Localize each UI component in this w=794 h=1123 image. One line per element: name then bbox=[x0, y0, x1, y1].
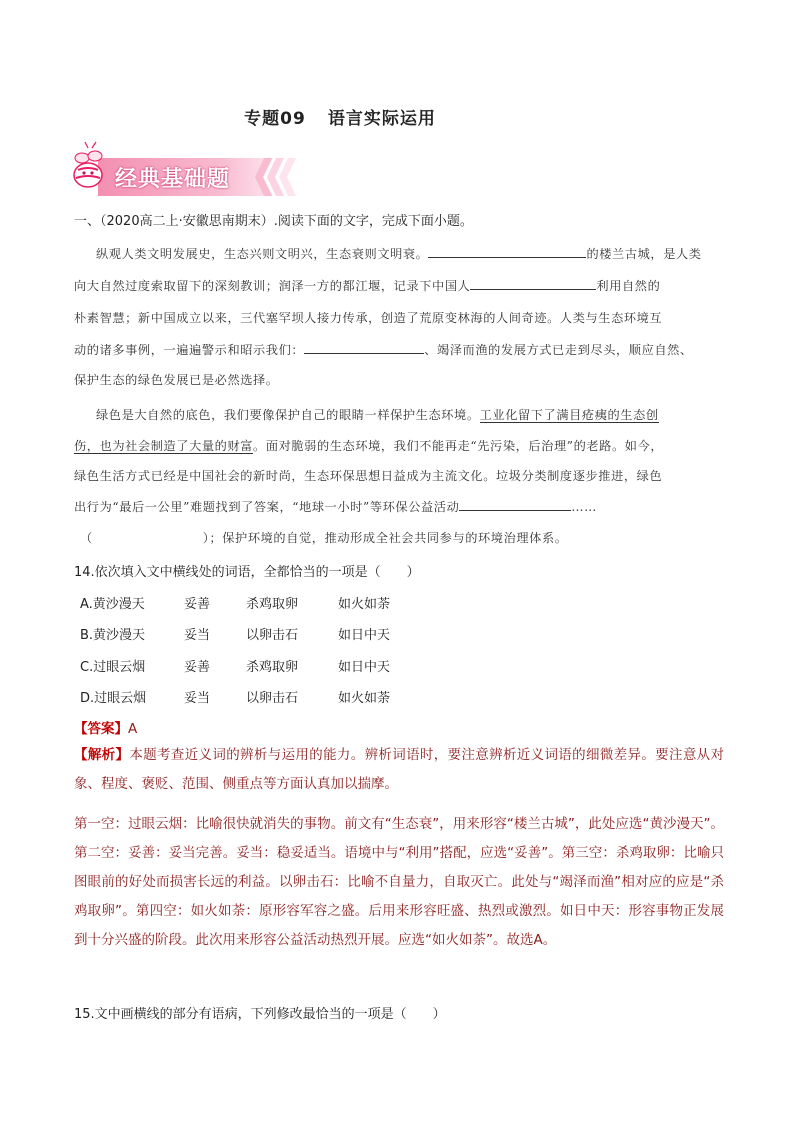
passage-text: …… bbox=[571, 500, 597, 514]
answer-value: A bbox=[128, 721, 138, 737]
topic-name: 语言实际运用 bbox=[327, 109, 436, 129]
passage-line bbox=[74, 498, 724, 515]
analysis-paragraph-1 bbox=[74, 741, 724, 799]
option-word: 以卵击石 bbox=[246, 628, 299, 643]
option-c bbox=[80, 656, 390, 675]
passage-text: 、竭泽而渔的发展方式已走到尽头，顺应自然、 bbox=[424, 343, 693, 357]
option-word: 如日中天 bbox=[338, 628, 391, 643]
analysis-text: 本题考查近义词的辨析与运用的能力。辨析词语时，要注意辨析近义词语的细微差异。要注意从对象、程度、褒贬、范围、侧重点等方面认真加以揣摩。 bbox=[74, 747, 725, 792]
option-word: 以卵击石 bbox=[246, 691, 299, 706]
passage-line: 绿色生活方式已经是中国社会的新时尚，生态环保思想日益成为主流文化。垃圾分类制度逐步推进，绿色 bbox=[74, 469, 663, 483]
option-word: 如火如荼 bbox=[338, 597, 391, 612]
passage-line bbox=[96, 406, 746, 423]
option-word: 杀鸡取卵 bbox=[246, 660, 299, 675]
passage-line bbox=[74, 341, 724, 358]
question-header: 一、（2020高二上·安徽思南期末）.阅读下面的文字，完成下面小题。 bbox=[74, 214, 473, 229]
passage-text: 。面对脆弱的生态环境，我们不能再走“先污染，后治理”的老路。如今， bbox=[253, 439, 664, 453]
passage-line: 朴素智慧；新中国成立以来，三代塞罕坝人接力传承，创造了荒原变林海的人间奇迹。人类与生态环境互 bbox=[74, 311, 663, 325]
option-d bbox=[80, 687, 390, 706]
passage-text: 出行为“最后一公里”难题找到了答案，“地球一小时”等环保公益活动 bbox=[74, 500, 460, 514]
page-title bbox=[0, 104, 680, 129]
passage-text: 利用自然的 bbox=[596, 279, 661, 293]
fill-blank-3 bbox=[304, 341, 424, 354]
passage-text: 纵观人类文明发展史，生态兴则文明兴，生态衰则文明衰。 bbox=[96, 247, 429, 261]
passage-line bbox=[74, 437, 724, 454]
option-word: C.过眼云烟 bbox=[80, 660, 146, 675]
fill-blank-4 bbox=[459, 498, 571, 511]
analysis-label: 【解析】 bbox=[74, 747, 130, 763]
option-word: A.黄沙漫天 bbox=[80, 597, 145, 612]
underlined-sentence: 伤，也为社会制造了大量的财富 bbox=[74, 439, 254, 453]
topic-number: 专题09 bbox=[244, 109, 306, 129]
passage-text: 动的诸多事例，一遍遍警示和昭示我们： bbox=[74, 343, 305, 357]
question-14-stem: 14.依次填入文中横线处的词语，全都恰当的一项是（ ） bbox=[74, 565, 420, 580]
passage-text: 绿色是大自然的底色，我们要像保护自己的眼睛一样保护生态环境。 bbox=[96, 408, 480, 422]
option-a bbox=[80, 593, 390, 612]
fill-blank-1 bbox=[428, 245, 586, 258]
passage-line bbox=[74, 277, 724, 294]
option-word: 妥当 bbox=[184, 628, 211, 643]
passage-line bbox=[80, 529, 730, 546]
option-word: 妥当 bbox=[184, 691, 211, 706]
option-word: 妥善 bbox=[184, 660, 211, 675]
passage-text: 的楼兰古城，是人类 bbox=[586, 247, 702, 261]
banner-label: 经典基础题 bbox=[115, 167, 231, 192]
fill-blank-2 bbox=[470, 277, 596, 290]
passage-text: ）；保护环境的自觉，推动形成全社会共同参与的环境治理体系。 bbox=[202, 531, 568, 545]
passage-line bbox=[96, 245, 746, 262]
option-word: 杀鸡取卵 bbox=[246, 597, 299, 612]
passage-text: （ bbox=[80, 531, 93, 545]
option-word: B.黄沙漫天 bbox=[80, 628, 146, 643]
question-15-stem: 15.文中画横线的部分有语病，下列修改最恰当的一项是（ ） bbox=[74, 1007, 446, 1022]
option-word: D.过眼云烟 bbox=[80, 691, 147, 706]
option-b bbox=[80, 624, 390, 643]
section-banner bbox=[68, 140, 300, 200]
answer-label: 【答案】 bbox=[74, 721, 128, 737]
passage-line: 保护生态的绿色发展已是必然选择。 bbox=[74, 373, 279, 387]
option-word: 如火如荼 bbox=[338, 691, 391, 706]
answer-line bbox=[74, 717, 137, 737]
option-word: 如日中天 bbox=[338, 660, 391, 675]
underlined-sentence: 工业化留下了满目疮痍的生态创 bbox=[479, 408, 659, 422]
analysis-paragraph-2: 第一空：过眼云烟：比喻很快就消失的事物。前文有“生态衰”，用来形容“楼兰古城”，此处应选“黄沙漫天”。第二空：妥善：妥当完善。妥当：稳妥适当。语境中与“利用”搭配，应选“妥善”。第三空：杀鸡取卵：比喻只图眼前的好处而损害长远的利益。以卵击石：比喻不自量力，自取灭亡。此处与“竭泽而渔”相对应的应是“杀鸡取卵”。第四空：如火如荼：原形容军容之盛。后用来形容旺盛、热烈或激烈。如日中天：形容事物正发展到十分兴盛的阶段。此次用来形容公益活动热烈开展。应选“如火如荼”。故选A。 bbox=[74, 816, 724, 948]
passage-text: 向大自然过度索取留下的深刻教训；润泽一方的都江堰，记录下中国人 bbox=[74, 279, 471, 293]
option-word: 妥善 bbox=[184, 597, 211, 612]
